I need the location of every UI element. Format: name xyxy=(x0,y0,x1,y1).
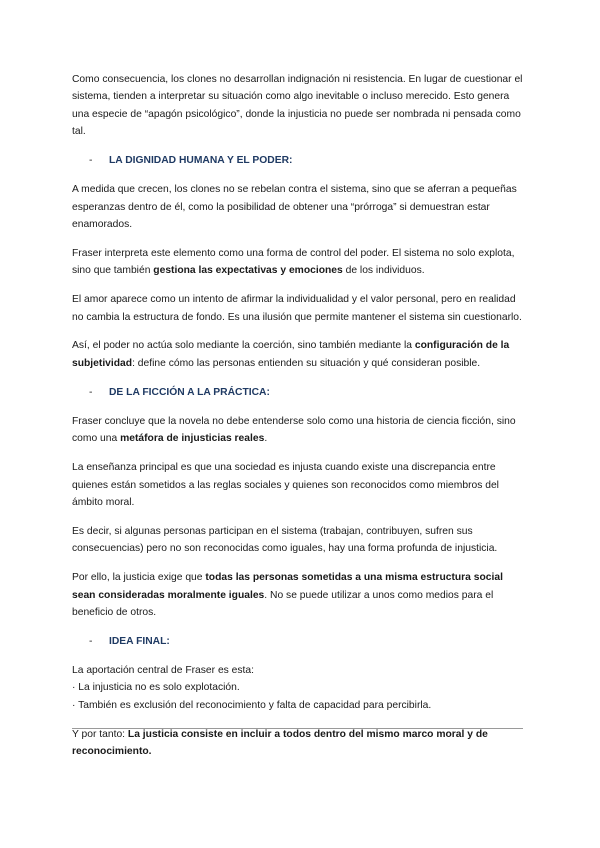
text-run: Así, el poder no actúa solo mediante la coerción, sino también mediante la xyxy=(72,340,415,352)
section-heading-idea-final xyxy=(72,633,528,650)
section-heading-dignidad xyxy=(72,152,528,169)
heading-text: LA DIGNIDAD HUMANA Y EL PODER: xyxy=(109,155,293,167)
paragraph-justice-equality xyxy=(72,569,528,621)
text-run: Fraser concluye que la novela no debe entenderse solo como una historia de ciencia ficción, sino como una xyxy=(72,415,516,445)
paragraph-recognition: Es decir, si algunas personas participan en el sistema (trabajan, contribuyen, sufren sus consecuencias) pero no son reconocidas como iguales, hay una forma profunda de injusticia. xyxy=(72,525,498,555)
text-run: . No se puede utilizar a unos como medios para el beneficio de otros. xyxy=(72,589,494,618)
heading-text: IDEA FINAL: xyxy=(109,635,170,647)
list-item: · También es exclusión del reconocimiento y falta de capacidad para percibirla. xyxy=(72,699,432,711)
heading-dash: - xyxy=(89,635,93,647)
heading-dash: - xyxy=(89,155,93,167)
footer-divider xyxy=(72,728,523,729)
bold-text-run: gestiona las expectativas y emociones xyxy=(153,265,343,277)
paragraph-main-lesson: La enseñanza principal es que una sociedad es injusta cuando existe una discrepancia entre quienes están sometidos a las reglas sociales y quienes son reconocidos como miembros del ámbito moral. xyxy=(72,462,499,508)
text-run: de los individuos. xyxy=(342,265,425,277)
paragraph-power-subjectivity xyxy=(72,337,528,372)
paragraph-fraser-contribution xyxy=(72,662,528,714)
paragraph-clones-consequence: Como consecuencia, los clones no desarrollan indignación ni resistencia. En lugar de cuestionar el sistema, tienden a interpretar su situación como algo inevitable o incluso merecido. Esto genera una especie de “apagón psicológico”, donde la injusticia no puede ser nombrada ni pensada como tal. xyxy=(72,74,523,138)
text-run: Por ello, la justicia exige que xyxy=(72,572,206,584)
bold-text-run: metáfora de injusticias reales xyxy=(120,433,265,445)
paragraph-novel-metaphor xyxy=(72,413,528,448)
paragraph-conclusion xyxy=(72,726,528,761)
list-item: · La injusticia no es solo explotación. xyxy=(72,682,240,694)
paragraph-clones-hope: A medida que crecen, los clones no se rebelan contra el sistema, sino que se aferran a pequeñas esperanzas dentro de él, como la posibilidad de obtener una “prórroga” si demuestran estar enamorados. xyxy=(72,184,517,230)
text-run: . xyxy=(264,433,268,445)
heading-dash: - xyxy=(89,386,93,398)
bold-text-run: configuración de la subjetividad xyxy=(72,340,510,369)
paragraph-fraser-control xyxy=(72,245,528,280)
text-run: Y por tanto: xyxy=(72,728,128,740)
text-run: Fraser interpreta este elemento como una forma de control del poder. El sistema no solo explota, sino que también xyxy=(72,247,515,277)
section-heading-ficcion xyxy=(72,384,528,401)
paragraph-love-illusion: El amor aparece como un intento de afirmar la individualidad y el valor personal, pero en realidad no cambia la estructura de fondo. Es una ilusión que permite mantener el sistema sin cuestionarlo. xyxy=(72,294,522,323)
bold-text-run: La justicia consiste en incluir a todos dentro del mismo marco moral y de reconocimiento. xyxy=(72,728,488,757)
text-run: : define cómo las personas entienden su situación y qué consideran posible. xyxy=(132,357,481,369)
heading-text: DE LA FICCIÓN A LA PRÁCTICA: xyxy=(109,386,270,398)
contribution-intro: La aportación central de Fraser es esta: xyxy=(72,664,255,676)
bold-text-run: todas las personas sometidas a una misma estructura social sean consideradas moralmente iguales xyxy=(72,572,503,601)
